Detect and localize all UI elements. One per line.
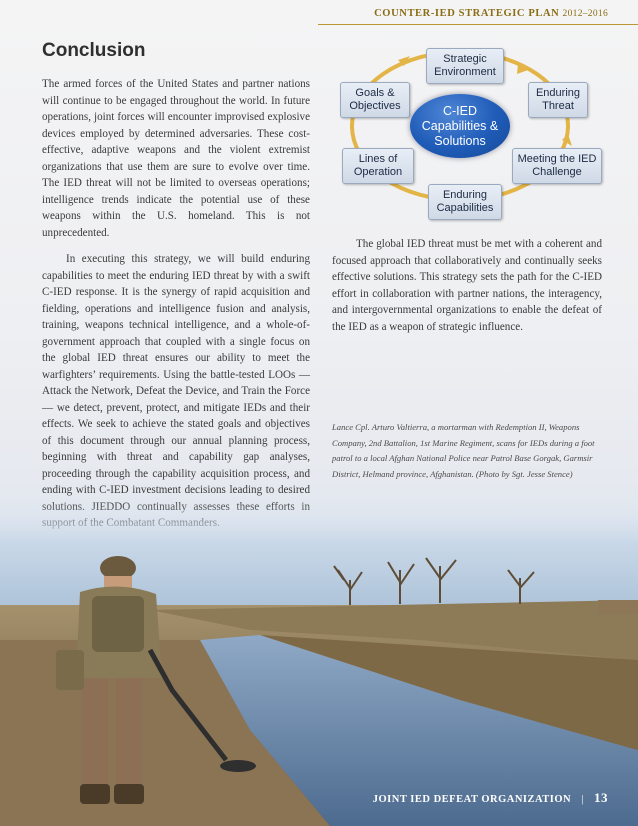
left-column (42, 76, 310, 542)
right-column (332, 236, 602, 335)
header-years: 2012–2016 (562, 9, 608, 19)
paragraph-1: The armed forces of the United States and partner nations will continue to be engaged throughout the world. In future operations, joint forces will encounter improvised explosive devices employed by determined adversaries. These cost-effective, adaptive weapons and the violent extremist organizations that use them are sure to evolve over time. The IED threat will not be limited to overseas operations; intelligence trends indicate the potential use of these weapons within the U.S. homeland. This is not unprecedented. (42, 78, 310, 239)
running-header (374, 8, 608, 19)
footer-org: JOINT IED DEFEAT ORGANIZATION (372, 794, 572, 805)
node-enduring-capabilities: Enduring Capabilities (428, 184, 502, 220)
header-rule (318, 24, 638, 25)
center-cied-solutions: C-IED Capabilities & Solutions (410, 94, 510, 158)
node-strategic-environment: Strategic Environment (426, 48, 504, 84)
photo-caption: Lance Cpl. Arturo Valtierra, a mortarman with Redemption II, Weapons Company, 2nd Battalion, 1st Marine Regiment, scans for IEDs during a foot patrol to a local Afghan National Police near Patrol Base Gorgak, Garmsir District, Helmand province, Afghanistan. (Photo by Sgt. Jesse Stence) (332, 422, 595, 479)
paragraph-2: In executing this strategy, we will build enduring capabilities to meet the enduring IED threat by with a swift C-IED response. It is the synergy of rapid acquisition and fielding, operations and intelligence fusion and analysis, training, weapons technical intelligence, and a whole-of-government approach that coupled with a single focus on the global IED threat ensures our ability to meet the warfighters’ requirements. Using the battle-tested LOOs — Attack the Network, Defeat the Device, and Train the Force — we detect, prevent, protect, and mitigate IEDs and their effects. We seek to achieve the stated goals and objectives of this document through our annual planning process, beginning with threat and capability gap analyses, proceeding through the capability acquisition process, and ending with C-IED investment decisions leading to desired (42, 253, 310, 496)
node-lines-of-operation: Lines of Operation (342, 148, 414, 184)
header-title: COUNTER-IED STRATEGIC PLAN (374, 8, 560, 19)
node-meeting-challenge: Meeting the IED Challenge (512, 148, 602, 184)
page-footer (373, 790, 608, 806)
node-enduring-threat: Enduring Threat (528, 82, 588, 118)
cied-cycle-diagram (322, 34, 602, 224)
page-number: 13 (594, 790, 608, 805)
section-heading: Conclusion (42, 40, 146, 61)
footer-separator: | (581, 794, 584, 805)
photo-marine-patrol (0, 500, 638, 826)
right-paragraph: The global IED threat must be met with a coherent and focused approach that collaboratively and continually seeks effective solutions. This strategy sets the path for the C-IED effort in collaboration with partner nations, the interagency, and intergovernmental organizations to enable the defeat of the IED as a weapon of strategic influence. (332, 238, 602, 333)
node-goals-objectives: Goals & Objectives (340, 82, 410, 118)
